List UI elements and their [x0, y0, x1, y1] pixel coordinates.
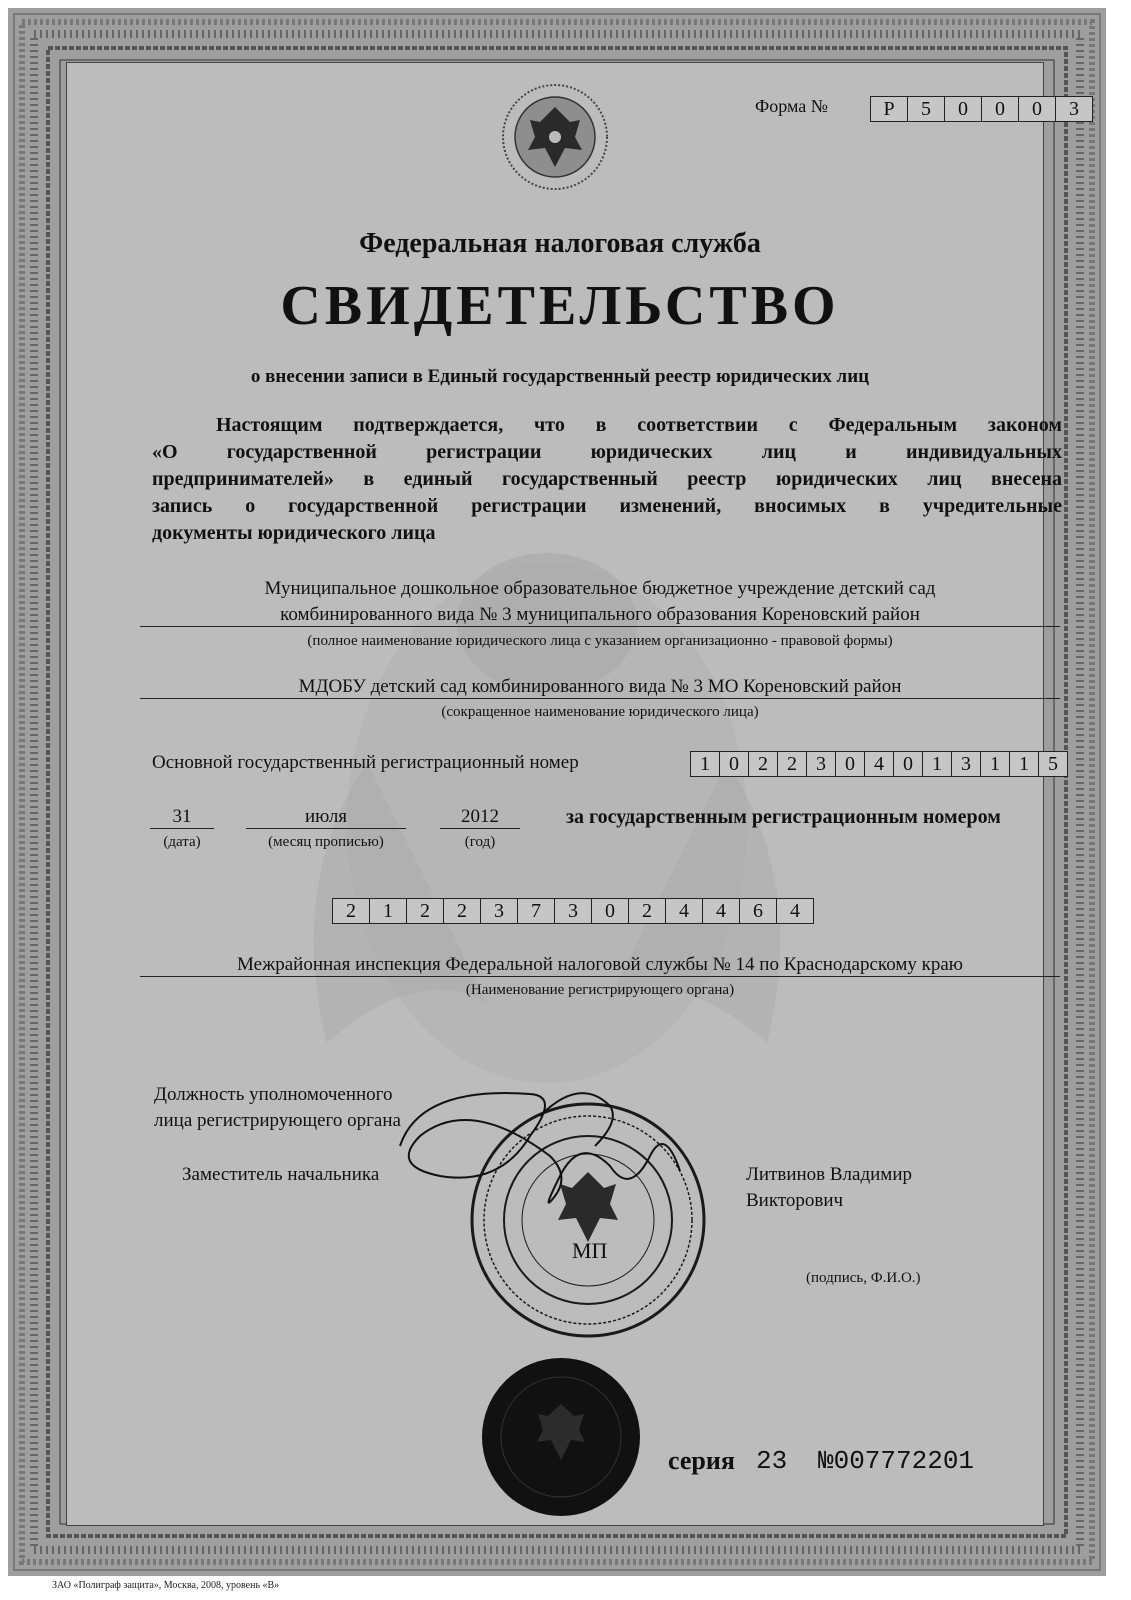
signatory-name-line-1: Литвинов Владимир [746, 1164, 912, 1185]
ogrn-cell: 0 [835, 752, 864, 776]
series-label: серия [668, 1446, 735, 1475]
signature-caption: (подпись, Ф.И.О.) [806, 1270, 921, 1286]
ogrn-cell: 2 [748, 752, 777, 776]
grn-cell: 0 [591, 899, 628, 923]
form-number-cell: 5 [907, 97, 944, 121]
ogrn-cell: 3 [951, 752, 980, 776]
registration-day: 31 [150, 806, 214, 829]
series-region: 23 [756, 1446, 788, 1476]
ogrn-cell: 1 [1009, 752, 1038, 776]
ogrn-cell: 0 [719, 752, 748, 776]
grn-cell: 7 [517, 899, 554, 923]
grn-cell: 2 [443, 899, 480, 923]
grn-cell: 2 [346, 900, 356, 922]
day-caption: (дата) [163, 834, 201, 850]
body-line: Настоящим подтверждается, что в соответствии с Федеральным законом [216, 414, 1062, 436]
authority-caption: (Наименование регистрирующего органа) [465, 982, 735, 998]
grn-cell: 4 [665, 899, 702, 923]
coat-of-arms-emblem-icon [500, 82, 610, 192]
month-caption: (месяц прописью) [268, 834, 384, 850]
hologram-seal [480, 1356, 642, 1518]
ogrn-cell: 1 [700, 753, 710, 775]
document-subtitle: о внесении записи в Единый государственный реестр юридических лиц [250, 366, 870, 387]
grn-cell: 3 [480, 899, 517, 923]
agency-name: Федеральная налоговая служба [359, 228, 761, 259]
form-label: Форма № [755, 96, 828, 116]
full-name-line-1: Муниципальное дошкольное образовательное бюджетное учреждение детский сад [264, 578, 936, 599]
full-name-caption: (полное наименование юридического лица с указанием организационно - правовой формы) [307, 633, 893, 649]
series-number: №007772201 [818, 1446, 975, 1476]
form-number-cell: 0 [981, 97, 1018, 121]
ogrn-cell: 3 [806, 752, 835, 776]
body-line: «О государственной регистрации юридических лиц и индивидуальных [152, 441, 1062, 463]
certificate-body [152, 412, 1062, 547]
ogrn-cell: 1 [922, 752, 951, 776]
form-number-cells [870, 96, 1093, 122]
body-line: документы юридического лица [152, 522, 436, 544]
full-name-line-2: комбинированного вида № 3 муниципального образования Кореновский район [140, 604, 1060, 627]
handwritten-signature [380, 1076, 710, 1236]
printer-imprint: ЗАО «Полиграф защита», Москва, 2008, уровень «В» [52, 1580, 280, 1591]
grn-cell: 6 [739, 899, 776, 923]
grn-cells [332, 898, 814, 924]
body-line: запись о государственной регистрации изменений, вносимых в учредительные [152, 495, 1062, 517]
position-label-line-1: Должность уполномоченного [154, 1084, 393, 1105]
registration-year: 2012 [440, 806, 520, 829]
grn-cell: 2 [406, 899, 443, 923]
ogrn-cell: 4 [864, 752, 893, 776]
grn-cell: 3 [554, 899, 591, 923]
year-caption: (год) [464, 834, 496, 850]
ogrn-cells [690, 751, 1068, 777]
grn-cell: 1 [369, 899, 406, 923]
form-number-cell: Р [883, 98, 895, 120]
form-number-cell: 0 [1018, 97, 1055, 121]
document-title: СВИДЕТЕЛЬСТВО [280, 275, 840, 337]
seal-mp-mark: МП [572, 1238, 608, 1263]
registration-month: июля [246, 806, 406, 829]
ogrn-label: Основной государственный регистрационный номер [152, 752, 579, 773]
form-number-cell: 3 [1055, 97, 1092, 121]
grn-cell: 4 [702, 899, 739, 923]
grn-cell: 4 [776, 899, 813, 923]
ogrn-cell: 1 [980, 752, 1009, 776]
body-line: предпринимателей» в единый государственный реестр юридических лиц внесена [152, 468, 1062, 490]
form-number-cell: 0 [944, 97, 981, 121]
registering-authority: Межрайонная инспекция Федеральной налоговой службы № 14 по Краснодарскому краю [140, 954, 1060, 977]
ogrn-cell: 5 [1038, 752, 1067, 776]
ogrn-cell: 2 [777, 752, 806, 776]
signatory-name-line-2: Викторович [746, 1190, 844, 1211]
short-name-caption: (сокращенное наименование юридического лица) [441, 704, 759, 720]
grn-cell: 2 [628, 899, 665, 923]
ogrn-cell: 0 [893, 752, 922, 776]
position-label-line-2: лица регистрирующего органа [154, 1110, 401, 1131]
registration-number-label: за государственным регистрационным номером [566, 806, 1001, 828]
short-name: МДОБУ детский сад комбинированного вида № 3 МО Кореновский район [140, 676, 1060, 699]
signatory-position: Заместитель начальника [182, 1164, 380, 1185]
